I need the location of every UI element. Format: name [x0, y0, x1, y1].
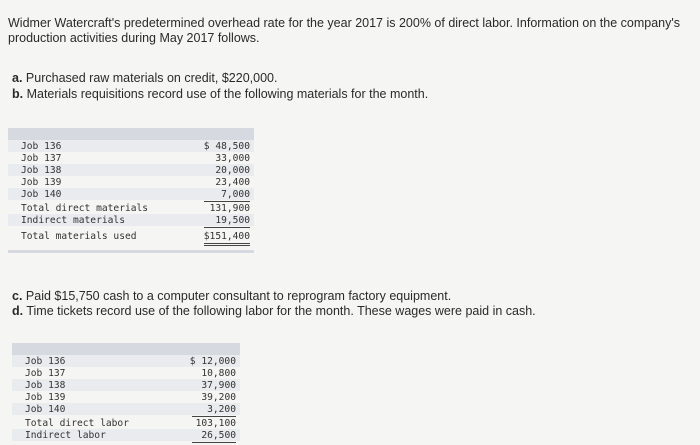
double-rule-bottom: [204, 245, 250, 246]
labor-table-header-bar: [12, 343, 240, 355]
item-a: [12, 71, 277, 86]
table-row: [8, 188, 254, 200]
table-row: [8, 230, 254, 242]
row-label: Total direct materials: [21, 203, 149, 214]
item-d-letter: d.: [12, 304, 24, 318]
item-d: [12, 304, 536, 319]
total-rule: [204, 227, 250, 228]
row-value: 39,200: [201, 392, 236, 403]
labor-table: [12, 343, 240, 445]
row-label: Job 140: [21, 189, 62, 200]
row-value: 3,200: [207, 404, 236, 415]
item-c: [12, 289, 451, 304]
row-label: Job 139: [21, 177, 62, 188]
table-row: [12, 429, 240, 441]
table-row: [12, 417, 240, 429]
row-label: Total direct labor: [25, 418, 129, 429]
row-value: 103,100: [195, 418, 236, 429]
row-label: Job 137: [25, 368, 66, 379]
table-row: [8, 140, 254, 152]
row-value: $ 12,000: [189, 356, 236, 367]
table-row: [8, 176, 254, 188]
row-value: 37,900: [201, 380, 236, 391]
row-value: 131,900: [209, 203, 250, 214]
item-d-text: Time tickets record use of the following labor for the month. These wages were paid in cash.: [26, 304, 536, 318]
table-row: [8, 214, 254, 226]
row-value: 23,400: [215, 177, 250, 188]
row-label: Job 138: [21, 165, 62, 176]
table-row: [8, 152, 254, 164]
table-row: [12, 391, 240, 403]
materials-table-bottom-bar: [8, 250, 254, 253]
row-label: Job 140: [25, 404, 66, 415]
item-b-letter: b.: [12, 87, 24, 101]
item-b-text: Materials requisitions record use of the following materials for the month.: [26, 87, 429, 101]
table-row: [12, 367, 240, 379]
row-value: 20,000: [215, 165, 250, 176]
total-rule: [192, 442, 236, 443]
row-label: Indirect labor: [25, 430, 106, 441]
row-label: Job 139: [25, 392, 66, 403]
item-c-text: Paid $15,750 cash to a computer consultant to reprogram factory equipment.: [25, 289, 452, 303]
row-label: Total materials used: [21, 231, 137, 242]
row-value: 33,000: [215, 153, 250, 164]
materials-table: [8, 128, 254, 256]
item-a-text: Purchased raw materials on credit, $220,000.: [25, 71, 278, 85]
row-value: 10,800: [201, 368, 236, 379]
item-c-letter: c.: [12, 289, 23, 303]
table-row: [12, 379, 240, 391]
problem-intro: Widmer Watercraft's predetermined overhead rate for the year 2017 is 200% of direct labor. Information on the company's production activities during May 2017 follows.: [8, 16, 681, 45]
row-label: Indirect materials: [21, 215, 125, 226]
row-label: Job 138: [25, 380, 66, 391]
row-label: Job 136: [21, 141, 62, 152]
table-row: [12, 403, 240, 415]
row-value: 19,500: [215, 215, 250, 226]
table-row: [8, 202, 254, 214]
item-b: [12, 87, 428, 102]
materials-table-header-bar: [8, 128, 254, 140]
row-value: 7,000: [221, 189, 250, 200]
row-value: $151,400: [203, 231, 250, 242]
table-row: [12, 355, 240, 367]
double-rule-top: [204, 243, 250, 244]
row-value: $ 48,500: [203, 141, 250, 152]
item-a-letter: a.: [12, 71, 23, 85]
row-value: 26,500: [201, 430, 236, 441]
table-row: [8, 164, 254, 176]
row-label: Job 137: [21, 153, 62, 164]
row-label: Job 136: [25, 356, 66, 367]
